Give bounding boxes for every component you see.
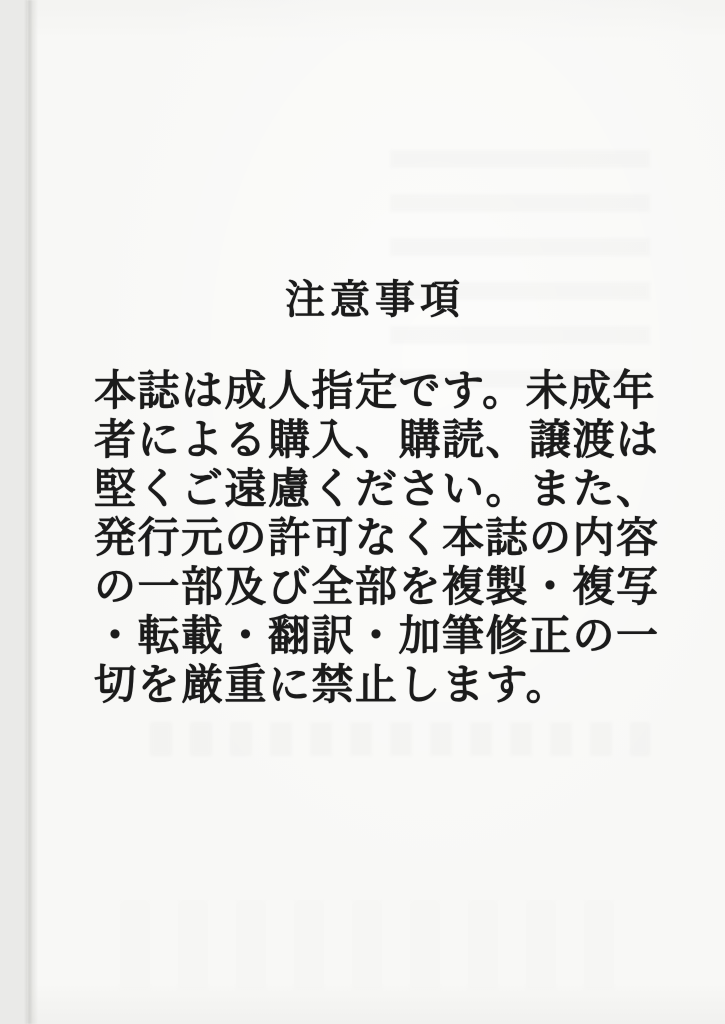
reverse-page-bleed-through [150, 722, 650, 756]
notice-line: 堅くご遠慮ください。また、 [94, 467, 660, 513]
notice-line: 発行元の許可なく本誌の内容 [94, 516, 660, 562]
notice-line: の一部及び全部を複製・複写 [94, 565, 660, 611]
notice-line: 切を厳重に禁止します。 [94, 663, 570, 709]
book-spine-shadow [24, 0, 38, 1024]
notice-line: 本誌は成人指定です。未成年 [94, 369, 657, 415]
page-left-margin [0, 0, 27, 1024]
reverse-page-bleed-through [120, 900, 640, 990]
notice-line: ・転載・翻訳・加筆修正の一 [94, 614, 660, 660]
notice-title: 注意事項 [285, 277, 465, 322]
notice-body-text [94, 368, 669, 711]
reverse-page-bleed-through [390, 150, 650, 400]
notice-line: 者による購入、購読、譲渡は [94, 418, 660, 464]
